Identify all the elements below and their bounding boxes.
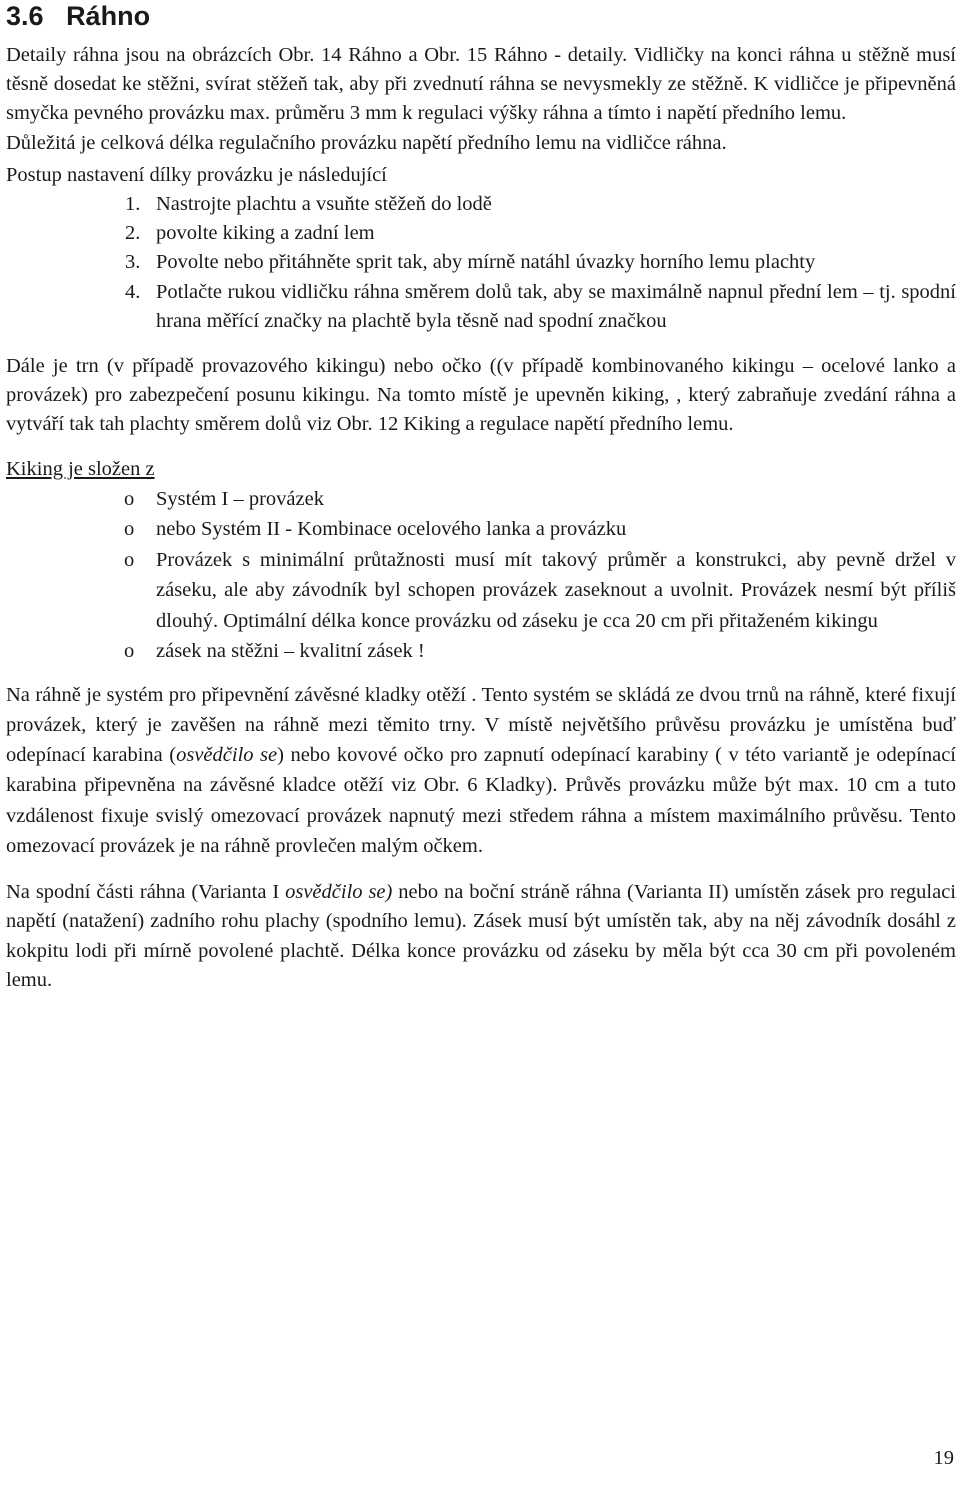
spodni-italic: osvědčilo se)	[285, 881, 393, 904]
intro-block	[6, 41, 956, 336]
rahne-paragraph	[6, 680, 956, 861]
rahne-italic: osvědčilo se	[176, 744, 278, 767]
steps-list	[6, 190, 956, 336]
list-item	[124, 636, 956, 667]
rahne-text-1: Na ráhně je systém pro připevnění závěsné kladky otěží . Tento systém se skládá ze dvou trnů na ráhně, které fixují provázek, který je zavěšen na ráhně mezi těmito trny. V místě největšího průvěsu provázku je umístěna buď odepínací karabina (	[6, 683, 956, 767]
spodni-paragraph	[6, 878, 956, 996]
step-text: Povolte nebo přitáhněte sprit tak, aby mírně natáhl úvazky horního lemu plachty	[156, 251, 816, 274]
kiking-item-text: Systém I – provázek	[156, 487, 324, 510]
intro-paragraph: Detaily ráhna jsou na obrázcích Obr. 14 Ráhno a Obr. 15 Ráhno - detaily. Vidličky na konci ráhna u stěžně musí těsně dosedat ke stěžni, svírat stěžeň tak, aby při zvednutí ráhna se nevysmekly ze stěžně. K vidličce je připevněná smyčka pevného provázku max. průměru 3 mm k regulaci výšky ráhna a tímto i napětí předního lemu.	[6, 44, 956, 125]
bullet-marker: o	[124, 640, 135, 663]
list-item	[124, 484, 956, 515]
list-item	[125, 190, 956, 219]
kiking-list	[6, 484, 956, 667]
kiking-item-text: Provázek s minimální průtažnosti musí mít takový průměr a konstrukci, aby pevně držel v záseku, ale aby závodník byl schopen provázek zaseknout a uvolnit. Provázek nesmí být příliš dlouhý. Optimální délka konce provázku od záseku je cca 20 cm při přitaženém kikingu	[156, 548, 956, 632]
step-text: povolte kiking a zadní lem	[156, 222, 375, 245]
step-number: 3.	[125, 251, 141, 274]
trn-paragraph: Dále je trn (v případě provazového kikingu) nebo očko ((v případě kombinovaného kikingu – ocelové lanko a provázek) pro zabezpečení posunu kikingu. Na tomto místě je upevněn kiking, , který zabraňuje zvedání ráhna a vytváří tak tah plachty směrem dolů viz Obr. 12 Kiking a regulace napětí předního lemu.	[6, 355, 956, 436]
body-block	[6, 352, 956, 996]
kiking-heading: Kiking je složen z	[6, 457, 155, 480]
section-heading	[6, 0, 956, 32]
steps-lead: Postup nastavení dílky provázku je následující	[6, 163, 387, 186]
kiking-item-text: zásek na stěžni – kvalitní zásek !	[156, 640, 425, 663]
step-text: Potlačte rukou vidličku ráhna směrem dolů tak, aby se maximálně napnul přední lem – tj. spodní hrana měřící značky na plachtě byla těsně nad spodní značkou	[156, 280, 956, 332]
step-number: 4.	[125, 280, 141, 303]
bullet-marker: o	[124, 487, 135, 510]
page-number: 19	[933, 1447, 954, 1469]
list-item	[125, 278, 956, 336]
section-title: Ráhno	[66, 1, 151, 31]
step-number: 1.	[125, 193, 141, 216]
step-number: 2.	[125, 222, 141, 245]
kiking-item-text: nebo Systém II - Kombinace ocelového lanka a provázku	[156, 518, 627, 541]
bullet-marker: o	[124, 548, 135, 571]
step-text: Nastrojte plachtu a vsuňte stěžeň do lodě	[156, 193, 492, 216]
spodni-text-1: Na spodní části ráhna (Varianta I	[6, 881, 286, 904]
list-item	[124, 545, 956, 637]
section-number: 3.6	[6, 1, 44, 31]
spodni-text-2: nebo na boční stráně ráhna (Varianta II) umístěn zásek pro regulaci napětí (natažení) zadního rohu plachy (spodního lemu). Zásek musí být umístěn tak, aby na něj závodník dosáhl z kokpitu lodi při mírně povolené plachtě. Délka konce provázku od záseku by měla být cca 30 cm při povoleném lemu.	[6, 881, 956, 992]
important-paragraph: Důležitá je celková délka regulačního provázku napětí předního lemu na vidličce ráhna.	[6, 131, 727, 154]
list-item	[125, 248, 956, 277]
rahne-text-2: ) nebo kovové očko pro zapnutí odepínací karabiny ( v této variantě je odepínací karabina připevněna na závěsné kladce otěží viz Obr. 6 Kladky). Průvěs provázku může být max. 10 cm a tuto vzdálenost fixuje svislý omezovací provázek napnutý mezi středem ráhna a místem maximálního průvěsu. Tento omezovací provázek je na ráhně provlečen malým očkem.	[6, 744, 956, 857]
list-item	[125, 219, 956, 248]
list-item	[124, 514, 956, 545]
bullet-marker: o	[124, 518, 135, 541]
